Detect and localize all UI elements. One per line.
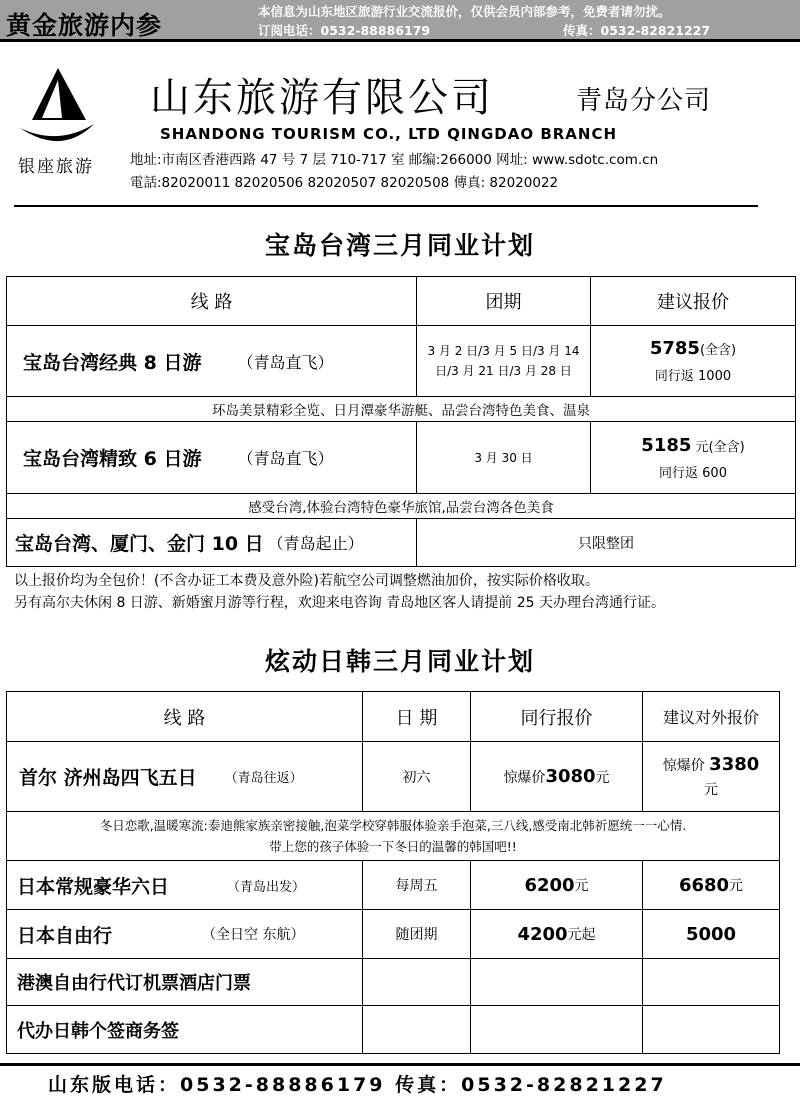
route-name: 日本自由行	[17, 924, 113, 947]
banner-fax: 传真：0532-82821227	[563, 23, 711, 38]
price-value: 6200	[524, 874, 575, 896]
taiwan-header-dates: 团期	[417, 277, 591, 326]
price-value: 4200	[517, 923, 568, 945]
route-sub: （青岛直飞）	[237, 352, 334, 372]
dates-line: 3 月 2 日/3 月 5 日/3 月 14	[427, 344, 580, 358]
taiwan-header-price: 建议报价	[591, 277, 795, 326]
jk-row1-date: 初六	[363, 742, 471, 812]
jk-row2-retail-price	[643, 861, 779, 910]
route-name: 宝岛台湾、厦门、金门 10 日	[15, 533, 264, 555]
price-suffix: 元	[574, 878, 589, 894]
banner-title: 黄金旅游内参	[6, 11, 163, 40]
taiwan-row3-dates: 只限整团	[578, 535, 634, 552]
route-sub: （青岛直飞）	[237, 449, 334, 468]
company-english-name: SHANDONG TOURISM CO., LTD QINGDAO BRANCH	[160, 125, 618, 143]
jk-row1-route	[7, 742, 363, 812]
company-branch: 青岛分公司	[576, 86, 712, 116]
jk-row5-date	[363, 1006, 471, 1053]
price-prefix: 惊爆价	[662, 758, 710, 774]
company-address: 地址:市南区香港西路 47 号 7 层 710-717 室 邮编:266000 网址: www.sdotc.com.cn	[130, 152, 659, 168]
jk-row4-trade-price	[471, 959, 643, 1006]
route-sub: （青岛出发）	[227, 879, 306, 895]
jk-row5-trade-price	[471, 1006, 643, 1053]
rebate: 同行返 1000	[654, 369, 732, 384]
taiwan-table	[6, 276, 796, 567]
rebate: 同行返 600	[659, 465, 727, 481]
price-suffix: 元	[595, 769, 610, 786]
jk-header-route: 线 路	[7, 692, 363, 742]
jk-section-title: 炫动日韩三月同业计划	[264, 647, 535, 676]
route-name: 首尔 济州岛四飞五日	[19, 767, 197, 789]
logo-text: 银座旅游	[18, 157, 94, 177]
jk-row4-route: 港澳自由行代订机票酒店门票	[7, 959, 363, 1006]
jk-header-trade-price: 同行报价	[471, 692, 643, 742]
company-phones: 電話:82020011 82020506 82020507 82020508 傳真: 82020022	[130, 175, 559, 191]
taiwan-row1-route	[7, 326, 417, 397]
bottom-contact: 山东版电话：0532-88886179 传真：0532-82821227	[48, 1074, 667, 1096]
top-banner	[0, 0, 800, 42]
route-name: 宝岛台湾精致 6 日游	[23, 448, 202, 470]
price-prefix: 惊爆价	[503, 769, 546, 786]
jk-header-retail-price: 建议对外报价	[643, 692, 779, 742]
price-suffix: 元起	[567, 927, 596, 943]
taiwan-row2-price	[591, 422, 795, 494]
jk-row4-retail-price	[643, 959, 779, 1006]
taiwan-row2-dates: 3 月 30 日	[417, 422, 591, 494]
price-suffix: (全含)	[699, 343, 737, 358]
bottom-divider	[0, 1063, 800, 1066]
company-name: 山东旅游有限公司	[150, 75, 494, 121]
price-value: 6680	[678, 874, 730, 896]
route-name: 日本常规豪华六日	[17, 875, 170, 898]
taiwan-row3-route	[7, 519, 417, 566]
price-suffix: 元(全含)	[691, 439, 745, 455]
jk-row3-route	[7, 910, 363, 959]
route-sub: （青岛往返）	[224, 771, 303, 786]
taiwan-row1-dates	[417, 326, 591, 397]
price-value: 3380	[709, 754, 760, 775]
route-name: 宝岛台湾经典 8 日游	[23, 351, 202, 374]
price-suffix: 元	[704, 782, 718, 798]
taiwan-row2-note: 感受台湾,体验台湾特色豪华旅馆,品尝台湾各色美食	[7, 494, 795, 519]
taiwan-header-route: 线 路	[7, 277, 417, 326]
jk-row2-date: 每周五	[363, 861, 471, 910]
taiwan-row2-route	[7, 422, 417, 494]
jk-row5-retail-price	[643, 1006, 779, 1053]
jk-row5-route: 代办日韩个签商务签	[7, 1006, 363, 1053]
taiwan-footer-note-2: 另有高尔夫休闲 8 日游、新婚蜜月游等行程，欢迎来电咨询 青岛地区客人请提前 25 天办理台湾通行证。	[14, 595, 665, 611]
price-value: 5185	[641, 434, 692, 456]
jk-row4-date	[363, 959, 471, 1006]
dates-line: 日/3 月 21 日/3 月 28 日	[435, 364, 572, 378]
taiwan-row1-price	[591, 326, 795, 397]
note-line: 带上您的孩子体验一下冬日的温馨的韩国吧!!	[269, 839, 517, 854]
route-sub: （青岛起止）	[267, 534, 364, 553]
jk-row3-trade-price	[471, 910, 643, 959]
jk-row2-trade-price	[471, 861, 643, 910]
jk-row2-route	[7, 861, 363, 910]
sail-logo-icon	[18, 66, 96, 156]
banner-info: 本信息为山东地区旅游行业交流报价，仅供会员内部参考，免费者请勿扰。	[258, 4, 671, 19]
taiwan-section-title: 宝岛台湾三月同业计划	[264, 231, 535, 260]
note-line: 冬日恋歌,温暖寒流:泰迪熊家族亲密接触,泡菜学校穿韩服体验亲手泡菜,三八线,感受南北韩祈愿统一一心情.	[99, 818, 687, 833]
taiwan-row1-note: 环岛美景精彩全览、日月潭豪华游艇、品尝台湾特色美食、温泉	[7, 397, 795, 422]
jk-header-date: 日 期	[363, 692, 471, 742]
jk-table	[6, 691, 780, 1054]
taiwan-footer-note-1: 以上报价均为全包价！(不含办证工本费及意外险)若航空公司调整燃油加价，按实际价格收取。	[14, 573, 599, 589]
route-sub: （全日空 东航）	[202, 927, 305, 943]
jk-row1-retail-price	[643, 742, 779, 812]
price-value: 3080	[545, 766, 596, 787]
price-value: 5785	[649, 338, 700, 359]
jk-row1-trade-price	[471, 742, 643, 812]
banner-subscribe-phone: 订阅电话：0532-88886179	[258, 23, 431, 38]
jk-row3-retail-price: 5000	[643, 910, 779, 959]
jk-row1-note	[7, 812, 779, 861]
price-suffix: 元	[729, 878, 744, 894]
header-divider	[14, 205, 758, 207]
jk-row3-date: 随团期	[363, 910, 471, 959]
